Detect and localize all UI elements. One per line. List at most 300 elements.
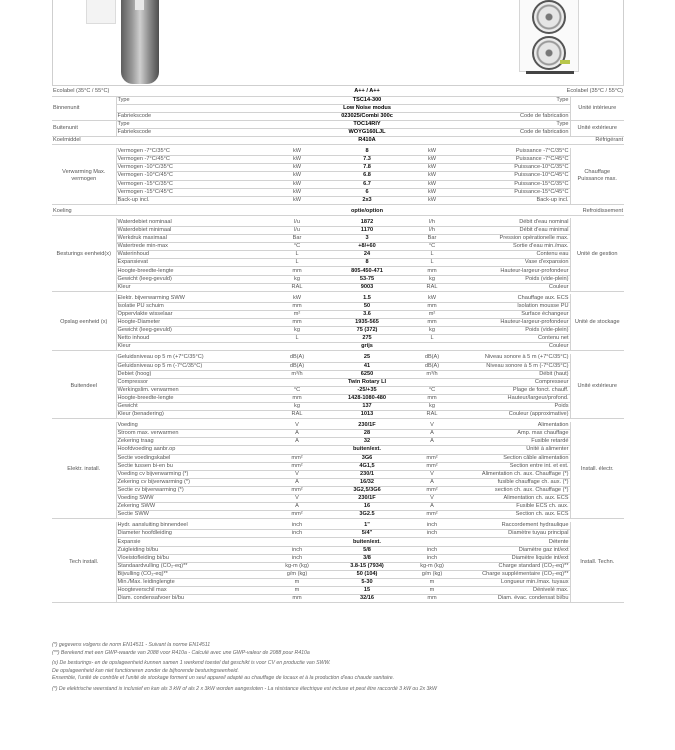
- unit-nl: °C: [272, 386, 322, 394]
- unit-nl: L: [272, 335, 322, 343]
- row-label-nl: Hoogte-Diameter: [116, 319, 272, 327]
- group-label-nl: Binnenunit: [52, 96, 116, 120]
- row-label-nl: Sectie SWW: [116, 511, 272, 519]
- unit-fr: kW: [412, 156, 452, 164]
- table-row: [52, 454, 624, 462]
- unit-fr: Bar: [412, 235, 452, 243]
- refrigerant-label-nl: Koelmiddel: [52, 137, 322, 145]
- unit-nl: RAL: [272, 283, 322, 291]
- table-row: [52, 587, 624, 595]
- table-row: [52, 243, 624, 251]
- group-label-fr: Chauffage Puissance max.: [570, 148, 624, 205]
- unit-nl: kg: [272, 327, 322, 335]
- row-label-nl: [116, 104, 322, 112]
- row-label-fr: Amp. max chauffage: [452, 430, 570, 438]
- unit-fr: kg: [412, 327, 452, 335]
- row-value: 32/16: [322, 595, 412, 603]
- row-label-fr: Puissance -7°C/45°C: [452, 156, 570, 164]
- unit-nl: kW: [272, 172, 322, 180]
- unit-fr: kW: [412, 164, 452, 172]
- row-label-nl: Vermogen -15°C/35°C: [116, 180, 272, 188]
- row-label-nl: Stroom max. verwarmen: [116, 430, 272, 438]
- row-label-nl: Bijvulling (CO₂-eq)**: [116, 570, 272, 578]
- unit-fr: kg: [412, 402, 452, 410]
- row-label-fr: Longueur min./max. tuyaux: [452, 578, 570, 586]
- unit-nl: mm: [272, 267, 322, 275]
- table-row: [52, 538, 624, 546]
- table-row: [52, 164, 624, 172]
- row-value: 6.7: [322, 180, 412, 188]
- row-label-nl: Hoofdvoeding aanbr.op: [116, 446, 272, 454]
- row-value: 1935-565: [322, 319, 412, 327]
- fan-icon: [532, 36, 566, 70]
- unit-fr: mm²: [412, 462, 452, 470]
- row-label-fr: Code de fabrication: [412, 112, 570, 120]
- row-label-fr: Couleur (approximative): [452, 411, 570, 419]
- unit-fr: m: [412, 578, 452, 586]
- row-label-fr: Puissance-10°C/35°C: [452, 164, 570, 172]
- unit-nl: mm²: [272, 511, 322, 519]
- brand-badge: [560, 60, 570, 64]
- unit-nl: m²: [272, 310, 322, 318]
- row-value: 3.6: [322, 310, 412, 318]
- table-row: [52, 196, 624, 204]
- row-label-fr: Charge supplémentaire (CO₂-eq)**: [452, 570, 570, 578]
- unit-fr: l/h: [412, 227, 452, 235]
- row-label-nl: Hoogte-breedte-lengte: [116, 394, 272, 402]
- unit-fr: L: [412, 259, 452, 267]
- spec-table: [52, 88, 624, 603]
- table-row: [52, 120, 624, 128]
- table-row: [52, 235, 624, 243]
- row-label-nl: Oppervlakte wisselaar: [116, 310, 272, 318]
- row-label-fr: Poids (vide-plein): [452, 275, 570, 283]
- unit-nl: inch: [272, 554, 322, 562]
- row-label-nl: Sectie cv bijverwarming (*): [116, 486, 272, 494]
- row-label-fr: Couleur: [452, 283, 570, 291]
- unit-fr: m³/h: [412, 370, 452, 378]
- row-label-fr: Poids: [452, 402, 570, 410]
- table-row: [52, 503, 624, 511]
- row-label-nl: Gewicht (leeg-gevuld): [116, 327, 272, 335]
- table-row: [52, 180, 624, 188]
- row-label-fr: Back-up incl.: [452, 196, 570, 204]
- group-label-fr: Install. Techn.: [570, 522, 624, 603]
- row-label-nl: Vermogen -15°C/45°C: [116, 188, 272, 196]
- tank-pipe-image: [135, 0, 144, 10]
- row-label-nl: Watertrede min-max: [116, 243, 272, 251]
- row-label-nl: Type: [116, 120, 322, 128]
- row-label-fr: Alimentation ch. aux. ECS: [452, 495, 570, 503]
- table-row: [52, 486, 624, 494]
- unit-fr: mm: [412, 319, 452, 327]
- row-label-fr: Alimentation: [452, 422, 570, 430]
- row-value: 5-30: [322, 578, 412, 586]
- unit-fr: A: [412, 503, 452, 511]
- unit-nl: kg: [272, 275, 322, 283]
- row-value: 15: [322, 587, 412, 595]
- row-label-fr: Débit d'eau nominal: [452, 218, 570, 226]
- group-label-nl: Tech install.: [52, 522, 116, 603]
- footnote: De opslageenheid kan niet functioneren zonder de bijhorende besturingseenheid.: [52, 667, 239, 674]
- table-row: [52, 283, 624, 291]
- unit-fr: kW: [412, 196, 452, 204]
- row-label-nl: Diam. condensafvoer bi/bu: [116, 595, 272, 603]
- row-value: 230/1F: [322, 422, 412, 430]
- unit-fr: [412, 343, 452, 351]
- unit-nl: m: [272, 578, 322, 586]
- unit-nl: A: [272, 503, 322, 511]
- unit-fr: °C: [412, 243, 452, 251]
- row-label-fr: section ch. aux. Chauffage (*): [452, 486, 570, 494]
- row-label-fr: Puissance-15°C/35°C: [452, 180, 570, 188]
- row-label-fr: Chauffage aux. ECS: [452, 294, 570, 302]
- storage-tank-image: [121, 0, 159, 84]
- table-row: [52, 446, 624, 454]
- row-label-nl: Kleur (benadering): [116, 411, 272, 419]
- table-row: [52, 595, 624, 603]
- row-label-fr: Hauteur/largeur/profond.: [452, 394, 570, 402]
- row-value: 41: [322, 362, 412, 370]
- cooling-label-nl: Koeling: [52, 207, 322, 215]
- row-value: 6250: [322, 370, 412, 378]
- row-label-nl: Vloeistofleiding bi/bu: [116, 554, 272, 562]
- table-row: [52, 227, 624, 235]
- unit-fr: m²: [412, 310, 452, 318]
- ecolabel-label-fr: Ecolabel (35°C / 55°C): [452, 88, 624, 96]
- row-label-fr: Diam. évac. condensat bi/bu: [452, 595, 570, 603]
- row-value: 137: [322, 402, 412, 410]
- row-label-fr: Puissance-15°C/45°C: [452, 188, 570, 196]
- table-row: [52, 422, 624, 430]
- table-row: [52, 370, 624, 378]
- footnotes: [52, 642, 624, 694]
- unit-nl: Bar: [272, 235, 322, 243]
- table-row: [52, 302, 624, 310]
- row-label-fr: Fusible ECS ch. aux.: [452, 503, 570, 511]
- row-label-nl: Waterinhoud: [116, 251, 272, 259]
- row-label-nl: Geluidsniveau op 5 m (+7°C/35°C): [116, 354, 272, 362]
- row-label-fr: Hauteur-largeur-profondeur: [452, 267, 570, 275]
- row-label-nl: Kleur: [116, 283, 272, 291]
- row-label-fr: Compresseur: [452, 378, 570, 386]
- row-label-nl: Vermogen -7°C/35°C: [116, 148, 272, 156]
- empty-cell: [412, 88, 452, 96]
- table-row: [52, 104, 624, 112]
- unit-nl: mm: [272, 394, 322, 402]
- row-label-fr: Isolation mousse PU: [452, 302, 570, 310]
- unit-fr: g/m (kg): [412, 570, 452, 578]
- unit-nl: mm²: [272, 486, 322, 494]
- table-row: [52, 530, 624, 538]
- row-label-nl: Waterdebiet minimaal: [116, 227, 272, 235]
- unit-nl: inch: [272, 522, 322, 530]
- unit-fr: mm²: [412, 486, 452, 494]
- unit-nl: mm²: [272, 454, 322, 462]
- row-value: 8: [322, 148, 412, 156]
- unit-fr: mm: [412, 595, 452, 603]
- unit-fr: dB(A): [412, 354, 452, 362]
- row-label-fr: Diamètre gaz int/ext: [452, 546, 570, 554]
- row-label-fr: Raccordement hydraulique: [452, 522, 570, 530]
- row-value: 023025/Combi 300c: [322, 112, 412, 120]
- row-label-nl: Standaardvulling (CO₂-eq)**: [116, 562, 272, 570]
- row-value: Twin Rotary LI: [322, 378, 412, 386]
- unit-fr: V: [412, 422, 452, 430]
- unit-nl: A: [272, 430, 322, 438]
- unit-fr: [412, 378, 452, 386]
- group-label-fr: Unité de gestion: [570, 218, 624, 291]
- row-value: 805-450-471: [322, 267, 412, 275]
- row-label-nl: Zekering traag: [116, 438, 272, 446]
- row-value: 16: [322, 503, 412, 511]
- row-label-fr: Puissance-10°C/45°C: [452, 172, 570, 180]
- row-label-nl: Sectie tussen bi-en bu: [116, 462, 272, 470]
- table-row: [52, 112, 624, 120]
- unit-fr: A: [412, 438, 452, 446]
- ecolabel-row: [52, 88, 624, 96]
- row-label-fr: Contenu eau: [452, 251, 570, 259]
- unit-nl: °C: [272, 243, 322, 251]
- unit-nl: kW: [272, 156, 322, 164]
- unit-nl: inch: [272, 546, 322, 554]
- row-label-fr: Couleur: [452, 343, 570, 351]
- unit-nl: A: [272, 438, 322, 446]
- table-row: [52, 470, 624, 478]
- unit-nl: V: [272, 495, 322, 503]
- cooling-label-fr: Refroidissement: [412, 207, 624, 215]
- unit-nl: mm²: [272, 462, 322, 470]
- row-label-nl: Diameter hoofdleiding: [116, 530, 272, 538]
- table-row: [52, 394, 624, 402]
- table-row: [52, 172, 624, 180]
- table-row: [52, 562, 624, 570]
- unit-nl: kW: [272, 148, 322, 156]
- row-value: 4G1,5: [322, 462, 412, 470]
- fan-icon: [532, 0, 566, 34]
- table-row: [52, 335, 624, 343]
- table-row: [52, 275, 624, 283]
- footnote: (**) Berekend met een GWP-waarde van 2088 voor R410a - Calculé avec une GWP-valeur de 2088 pour R410a: [52, 649, 310, 656]
- table-row: [52, 96, 624, 104]
- unit-fr: A: [412, 430, 452, 438]
- row-value: 7.8: [322, 164, 412, 172]
- unit-nl: kW: [272, 294, 322, 302]
- table-row: [52, 343, 624, 351]
- table-row: [52, 251, 624, 259]
- row-label-fr: Plage de fonct. chauff.: [452, 386, 570, 394]
- row-label-nl: Kleur: [116, 343, 272, 351]
- row-label-fr: Type: [412, 120, 570, 128]
- row-label-nl: Voeding SWW: [116, 495, 272, 503]
- unit-fr: inch: [412, 546, 452, 554]
- cooling-value: optie/option: [322, 207, 412, 215]
- cooling-row: [52, 207, 624, 215]
- refrigerant-row: [52, 137, 624, 145]
- row-label-nl: Debiet (hoog): [116, 370, 272, 378]
- unit-fr: mm²: [412, 454, 452, 462]
- row-label-nl: Fabriekscode: [116, 112, 322, 120]
- row-label-nl: Isolatie PU schuim: [116, 302, 272, 310]
- row-label-fr: Alimentation ch. aux. Chauffage (*): [452, 470, 570, 478]
- unit-nl: inch: [272, 530, 322, 538]
- unit-fr: mm: [412, 302, 452, 310]
- group-label-nl: Besturings eenheid(x): [52, 218, 116, 291]
- unit-fr: mm: [412, 267, 452, 275]
- row-value: 50: [322, 302, 412, 310]
- table-row: [52, 438, 624, 446]
- row-value: -25/+35: [322, 386, 412, 394]
- row-label-fr: Débit (haut): [452, 370, 570, 378]
- unit-fr: RAL: [412, 283, 452, 291]
- row-label-nl: Geluidsniveau op 5 m (-7°C/35°C): [116, 362, 272, 370]
- table-row: [52, 128, 624, 136]
- row-label-fr: Vase d'expansion: [452, 259, 570, 267]
- product-image-panel: [52, 0, 624, 86]
- row-label-nl: Fabriekscode: [116, 128, 322, 136]
- unit-fr: dB(A): [412, 362, 452, 370]
- row-value: 50 (104): [322, 570, 412, 578]
- row-value: WOYG160LJL: [322, 128, 412, 136]
- row-label-nl: Voeding cv bijverwarming (*): [116, 470, 272, 478]
- unit-nl: dB(A): [272, 354, 322, 362]
- table-row: [52, 402, 624, 410]
- row-label-fr: Code de fabrication: [412, 128, 570, 136]
- row-label-fr: Hauteur-largeur-profondeur: [452, 319, 570, 327]
- row-value: 16/32: [322, 478, 412, 486]
- footnote: (*) gegevens volgens de norm EN14511 - Suivant la norme EN14511: [52, 642, 211, 648]
- table-row: [52, 386, 624, 394]
- row-label-nl: Gewicht: [116, 402, 272, 410]
- unit-nl: [272, 446, 322, 454]
- table-row: [52, 259, 624, 267]
- row-label-fr: Pression opérationelle max.: [452, 235, 570, 243]
- unit-fr: RAL: [412, 411, 452, 419]
- row-label-nl: Netto inhoud: [116, 335, 272, 343]
- unit-nl: mm: [272, 319, 322, 327]
- row-label-fr: Détente: [452, 538, 570, 546]
- ecolabel-value: A++ / A++: [322, 88, 412, 96]
- group-label-fr: Unité intérieure: [570, 96, 624, 120]
- row-value: 25: [322, 354, 412, 362]
- group-label-nl: Buitenunit: [52, 120, 116, 136]
- row-value: grijs: [322, 343, 412, 351]
- row-label-nl: Vermogen -10°C/35°C: [116, 164, 272, 172]
- unit-nl: kg: [272, 402, 322, 410]
- group-label-fr: Install. électr.: [570, 422, 624, 519]
- row-value: 1013: [322, 411, 412, 419]
- unit-nl: l/u: [272, 218, 322, 226]
- row-value: 9003: [322, 283, 412, 291]
- row-label-nl: Voeding: [116, 422, 272, 430]
- unit-nl: RAL: [272, 411, 322, 419]
- unit-nl: kW: [272, 180, 322, 188]
- row-value: 1428-1080-480: [322, 394, 412, 402]
- table-row: [52, 156, 624, 164]
- unit-nl: V: [272, 470, 322, 478]
- row-value: 53-75: [322, 275, 412, 283]
- row-label-fr: Niveau sonore à 5 m (+7°C/35°C): [452, 354, 570, 362]
- table-row: [52, 362, 624, 370]
- table-row: [52, 327, 624, 335]
- row-value: 32: [322, 438, 412, 446]
- row-label-nl: Vermogen -10°C/45°C: [116, 172, 272, 180]
- row-value: 1170: [322, 227, 412, 235]
- unit-nl: kg-m (kg): [272, 562, 322, 570]
- row-value: 7.3: [322, 156, 412, 164]
- outdoor-unit-image: [519, 0, 579, 72]
- group-label-nl: Elektr. install.: [52, 422, 116, 519]
- table-row: [52, 294, 624, 302]
- table-row: [52, 462, 624, 470]
- row-label-nl: Min./Max. leidinglengte: [116, 578, 272, 586]
- table-row: [52, 218, 624, 226]
- row-label-nl: Expansievat: [116, 259, 272, 267]
- group-label-fr: Unité extérieure: [570, 354, 624, 419]
- unit-nl: kW: [272, 164, 322, 172]
- row-label-nl: Werkingslim. verwarmen: [116, 386, 272, 394]
- table-row: [52, 546, 624, 554]
- row-label-fr: Sortie d'eau min./max.: [452, 243, 570, 251]
- unit-nl: L: [272, 259, 322, 267]
- unit-fr: kW: [412, 180, 452, 188]
- unit-fr: mm: [412, 394, 452, 402]
- unit-fr: m: [412, 587, 452, 595]
- table-row: [52, 495, 624, 503]
- unit-fr: kg-m (kg): [412, 562, 452, 570]
- row-label-nl: Elektr. bijverwarming SWW: [116, 294, 272, 302]
- row-value: 275: [322, 335, 412, 343]
- row-label-nl: Werkdruk maximaal: [116, 235, 272, 243]
- refrigerant-label-fr: Réfrigérant: [412, 137, 624, 145]
- row-label-nl: Type: [116, 96, 322, 104]
- unit-nl: m³/h: [272, 370, 322, 378]
- row-value: 8: [322, 259, 412, 267]
- row-label-fr: Type: [412, 96, 570, 104]
- row-value: 24: [322, 251, 412, 259]
- row-value: 75 (372): [322, 327, 412, 335]
- row-value: buiten/ext.: [322, 538, 412, 546]
- footnote: (*) De elektrische weerstand is inclusief en kan als 3 kW of als 2 x 3kW worden aangesloten - La résistance électrique est incluse et peut être raccordé 3 kW ou 2x 3kW: [52, 685, 437, 692]
- table-row: [52, 554, 624, 562]
- row-value: 3.8-15 (7934): [322, 562, 412, 570]
- row-label-nl: Sectie voedingskabel: [116, 454, 272, 462]
- row-value: 5/8: [322, 546, 412, 554]
- unit-nl: kW: [272, 188, 322, 196]
- group-label-nl: Buitendeel: [52, 354, 116, 419]
- unit-nl: mm: [272, 595, 322, 603]
- row-value: TOC14RIY: [322, 120, 412, 128]
- unit-fr: [412, 538, 452, 546]
- unit-nl: l/u: [272, 227, 322, 235]
- group-label-nl: Verwarming Max. vermogen: [52, 148, 116, 205]
- table-row: [52, 430, 624, 438]
- table-row: [52, 319, 624, 327]
- row-label-fr: [412, 104, 570, 112]
- footnote: (x) De besturings- en de opslageenheid kunnen samen 1 werkend toestel dat geschikt is voor CV en productie van SWW.: [52, 660, 331, 667]
- row-label-fr: Section câble alimentation: [452, 454, 570, 462]
- unit-fr: kW: [412, 294, 452, 302]
- row-value: 3G2,5/3G6: [322, 486, 412, 494]
- row-label-nl: Zekering SWW: [116, 503, 272, 511]
- unit-fr: V: [412, 470, 452, 478]
- table-row: [52, 478, 624, 486]
- row-value: 6.8: [322, 172, 412, 180]
- row-label-nl: Vermogen -7°C/45°C: [116, 156, 272, 164]
- row-label-fr: Dénivelé max.: [452, 587, 570, 595]
- row-value: Low Noise modus: [322, 104, 412, 112]
- row-value: 3: [322, 235, 412, 243]
